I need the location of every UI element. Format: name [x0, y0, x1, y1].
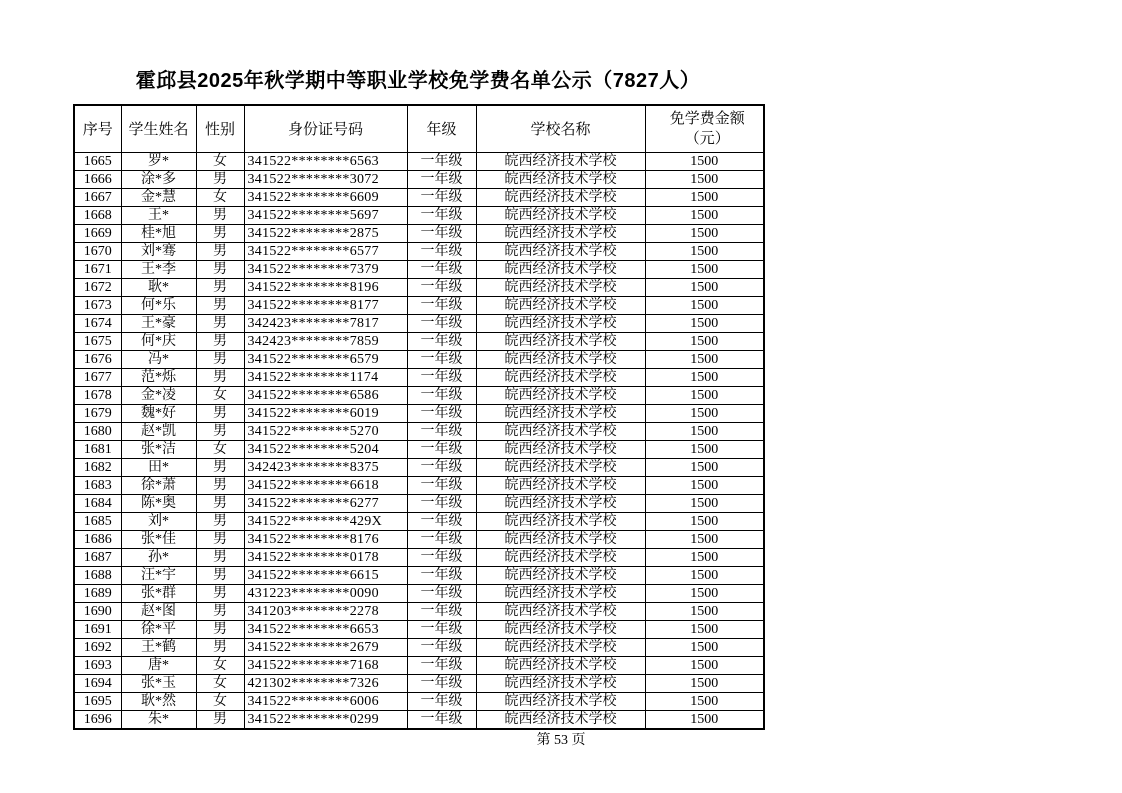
cell-gender: 男	[196, 530, 244, 548]
table-row	[74, 494, 764, 512]
cell-school: 皖西经济技术学校	[476, 548, 645, 566]
cell-gender: 男	[196, 314, 244, 332]
cell-school: 皖西经济技术学校	[476, 602, 645, 620]
cell-grade: 一年级	[407, 296, 476, 314]
cell-amount: 1500	[645, 602, 764, 620]
cell-id: 342423********7859	[244, 332, 407, 350]
table-row	[74, 206, 764, 224]
cell-no: 1679	[74, 404, 121, 422]
table-row	[74, 638, 764, 656]
cell-school: 皖西经济技术学校	[476, 566, 645, 584]
cell-no: 1685	[74, 512, 121, 530]
table-row	[74, 350, 764, 368]
cell-grade: 一年级	[407, 350, 476, 368]
cell-name: 陈*奥	[121, 494, 196, 512]
table-row	[74, 332, 764, 350]
cell-amount: 1500	[645, 404, 764, 422]
cell-name: 张*群	[121, 584, 196, 602]
cell-name: 刘*	[121, 512, 196, 530]
cell-id: 341522********5204	[244, 440, 407, 458]
cell-grade: 一年级	[407, 512, 476, 530]
cell-grade: 一年级	[407, 494, 476, 512]
cell-grade: 一年级	[407, 260, 476, 278]
cell-amount: 1500	[645, 152, 764, 170]
cell-school: 皖西经济技术学校	[476, 332, 645, 350]
cell-name: 唐*	[121, 656, 196, 674]
cell-school: 皖西经济技术学校	[476, 440, 645, 458]
cell-amount: 1500	[645, 260, 764, 278]
cell-school: 皖西经济技术学校	[476, 476, 645, 494]
cell-id: 341522********5697	[244, 206, 407, 224]
cell-school: 皖西经济技术学校	[476, 674, 645, 692]
cell-school: 皖西经济技术学校	[476, 242, 645, 260]
cell-no: 1666	[74, 170, 121, 188]
cell-no: 1672	[74, 278, 121, 296]
cell-grade: 一年级	[407, 548, 476, 566]
cell-grade: 一年级	[407, 386, 476, 404]
cell-school: 皖西经济技术学校	[476, 350, 645, 368]
cell-no: 1680	[74, 422, 121, 440]
table-row	[74, 188, 764, 206]
cell-no: 1665	[74, 152, 121, 170]
page-number: 第 53 页	[536, 733, 586, 748]
header-cell-id: 身份证号码	[244, 105, 407, 152]
cell-id: 341522********6277	[244, 494, 407, 512]
cell-name: 王*	[121, 206, 196, 224]
cell-no: 1676	[74, 350, 121, 368]
cell-amount: 1500	[645, 440, 764, 458]
header-amount-line1: 免学费金额	[669, 110, 745, 127]
table-row	[74, 260, 764, 278]
cell-grade: 一年级	[407, 404, 476, 422]
page-title: 霍邱县2025年秋学期中等职业学校免学费名单公示（7827人）	[135, 70, 701, 92]
cell-id: 341522********8196	[244, 278, 407, 296]
cell-no: 1687	[74, 548, 121, 566]
cell-gender: 男	[196, 242, 244, 260]
cell-gender: 女	[196, 386, 244, 404]
cell-name: 金*慧	[121, 188, 196, 206]
cell-name: 涂*多	[121, 170, 196, 188]
cell-school: 皖西经济技术学校	[476, 638, 645, 656]
cell-amount: 1500	[645, 278, 764, 296]
cell-amount: 1500	[645, 422, 764, 440]
table-row	[74, 674, 764, 692]
cell-school: 皖西经济技术学校	[476, 206, 645, 224]
cell-grade: 一年级	[407, 188, 476, 206]
cell-gender: 女	[196, 656, 244, 674]
table-row	[74, 242, 764, 260]
cell-gender: 男	[196, 566, 244, 584]
cell-school: 皖西经济技术学校	[476, 152, 645, 170]
cell-amount: 1500	[645, 170, 764, 188]
cell-name: 耿*然	[121, 692, 196, 710]
cell-id: 341203********2278	[244, 602, 407, 620]
cell-grade: 一年级	[407, 692, 476, 710]
cell-id: 431223********0090	[244, 584, 407, 602]
cell-amount: 1500	[645, 350, 764, 368]
cell-id: 341522********6563	[244, 152, 407, 170]
table-row	[74, 404, 764, 422]
cell-amount: 1500	[645, 710, 764, 729]
cell-amount: 1500	[645, 656, 764, 674]
header-cell-name: 学生姓名	[121, 105, 196, 152]
table-row	[74, 476, 764, 494]
cell-amount: 1500	[645, 206, 764, 224]
cell-gender: 男	[196, 458, 244, 476]
cell-no: 1675	[74, 332, 121, 350]
cell-gender: 男	[196, 224, 244, 242]
cell-grade: 一年级	[407, 584, 476, 602]
cell-amount: 1500	[645, 386, 764, 404]
cell-id: 341522********5270	[244, 422, 407, 440]
tuition-exemption-table	[73, 104, 765, 730]
table-row	[74, 278, 764, 296]
cell-grade: 一年级	[407, 440, 476, 458]
cell-no: 1690	[74, 602, 121, 620]
cell-no: 1686	[74, 530, 121, 548]
cell-gender: 男	[196, 584, 244, 602]
cell-id: 341522********6019	[244, 404, 407, 422]
cell-gender: 女	[196, 674, 244, 692]
cell-school: 皖西经济技术学校	[476, 458, 645, 476]
cell-school: 皖西经济技术学校	[476, 188, 645, 206]
cell-grade: 一年级	[407, 242, 476, 260]
cell-no: 1671	[74, 260, 121, 278]
cell-gender: 男	[196, 296, 244, 314]
cell-gender: 男	[196, 494, 244, 512]
cell-gender: 男	[196, 422, 244, 440]
cell-no: 1693	[74, 656, 121, 674]
cell-amount: 1500	[645, 674, 764, 692]
table-row	[74, 170, 764, 188]
cell-id: 341522********1174	[244, 368, 407, 386]
cell-name: 朱*	[121, 710, 196, 729]
cell-gender: 男	[196, 332, 244, 350]
cell-grade: 一年级	[407, 602, 476, 620]
cell-no: 1668	[74, 206, 121, 224]
cell-grade: 一年级	[407, 674, 476, 692]
table-row	[74, 314, 764, 332]
cell-name: 孙*	[121, 548, 196, 566]
cell-amount: 1500	[645, 368, 764, 386]
cell-id: 341522********8176	[244, 530, 407, 548]
cell-id: 341522********6653	[244, 620, 407, 638]
table-row	[74, 152, 764, 170]
cell-grade: 一年级	[407, 566, 476, 584]
cell-no: 1694	[74, 674, 121, 692]
cell-amount: 1500	[645, 224, 764, 242]
cell-id: 341522********2679	[244, 638, 407, 656]
cell-no: 1667	[74, 188, 121, 206]
cell-school: 皖西经济技术学校	[476, 314, 645, 332]
cell-id: 341522********6609	[244, 188, 407, 206]
cell-no: 1670	[74, 242, 121, 260]
cell-amount: 1500	[645, 296, 764, 314]
cell-id: 341522********6615	[244, 566, 407, 584]
table-row	[74, 512, 764, 530]
cell-school: 皖西经济技术学校	[476, 530, 645, 548]
cell-gender: 男	[196, 710, 244, 729]
header-cell-grade: 年级	[407, 105, 476, 152]
table-row	[74, 710, 764, 729]
cell-name: 冯*	[121, 350, 196, 368]
cell-no: 1682	[74, 458, 121, 476]
cell-school: 皖西经济技术学校	[476, 584, 645, 602]
table-row	[74, 530, 764, 548]
cell-grade: 一年级	[407, 170, 476, 188]
cell-school: 皖西经济技术学校	[476, 692, 645, 710]
cell-school: 皖西经济技术学校	[476, 494, 645, 512]
cell-grade: 一年级	[407, 206, 476, 224]
cell-school: 皖西经济技术学校	[476, 386, 645, 404]
cell-grade: 一年级	[407, 638, 476, 656]
cell-name: 赵*图	[121, 602, 196, 620]
cell-gender: 女	[196, 152, 244, 170]
cell-amount: 1500	[645, 548, 764, 566]
cell-grade: 一年级	[407, 710, 476, 729]
cell-no: 1691	[74, 620, 121, 638]
cell-grade: 一年级	[407, 368, 476, 386]
cell-grade: 一年级	[407, 278, 476, 296]
cell-school: 皖西经济技术学校	[476, 422, 645, 440]
cell-grade: 一年级	[407, 458, 476, 476]
header-amount-line2: （元）	[684, 130, 730, 147]
header-cell-school: 学校名称	[476, 105, 645, 152]
cell-amount: 1500	[645, 188, 764, 206]
student-table-body	[74, 152, 764, 729]
cell-grade: 一年级	[407, 530, 476, 548]
cell-id: 342423********7817	[244, 314, 407, 332]
cell-grade: 一年级	[407, 656, 476, 674]
cell-id: 341522********6579	[244, 350, 407, 368]
cell-id: 341522********8177	[244, 296, 407, 314]
cell-name: 金*凌	[121, 386, 196, 404]
cell-amount: 1500	[645, 314, 764, 332]
cell-name: 耿*	[121, 278, 196, 296]
cell-school: 皖西经济技术学校	[476, 224, 645, 242]
cell-name: 徐*平	[121, 620, 196, 638]
cell-school: 皖西经济技术学校	[476, 296, 645, 314]
cell-id: 341522********6006	[244, 692, 407, 710]
cell-id: 341522********7168	[244, 656, 407, 674]
cell-grade: 一年级	[407, 314, 476, 332]
cell-no: 1681	[74, 440, 121, 458]
cell-no: 1683	[74, 476, 121, 494]
cell-name: 张*洁	[121, 440, 196, 458]
cell-amount: 1500	[645, 566, 764, 584]
cell-amount: 1500	[645, 242, 764, 260]
header-row	[74, 105, 764, 152]
cell-gender: 男	[196, 638, 244, 656]
table-row	[74, 422, 764, 440]
cell-gender: 男	[196, 512, 244, 530]
cell-school: 皖西经济技术学校	[476, 170, 645, 188]
table-row	[74, 548, 764, 566]
table-row	[74, 620, 764, 638]
cell-amount: 1500	[645, 530, 764, 548]
cell-amount: 1500	[645, 692, 764, 710]
cell-name: 赵*凯	[121, 422, 196, 440]
cell-no: 1678	[74, 386, 121, 404]
cell-name: 王*豪	[121, 314, 196, 332]
cell-no: 1677	[74, 368, 121, 386]
cell-id: 341522********0178	[244, 548, 407, 566]
table-row	[74, 566, 764, 584]
cell-no: 1688	[74, 566, 121, 584]
table-row	[74, 602, 764, 620]
cell-id: 341522********429X	[244, 512, 407, 530]
cell-gender: 男	[196, 602, 244, 620]
cell-no: 1673	[74, 296, 121, 314]
cell-amount: 1500	[645, 458, 764, 476]
cell-amount: 1500	[645, 476, 764, 494]
cell-gender: 女	[196, 188, 244, 206]
cell-amount: 1500	[645, 638, 764, 656]
cell-school: 皖西经济技术学校	[476, 404, 645, 422]
table-row	[74, 440, 764, 458]
cell-grade: 一年级	[407, 476, 476, 494]
cell-gender: 男	[196, 278, 244, 296]
cell-grade: 一年级	[407, 152, 476, 170]
cell-amount: 1500	[645, 512, 764, 530]
cell-id: 341522********6618	[244, 476, 407, 494]
cell-amount: 1500	[645, 620, 764, 638]
table-row	[74, 692, 764, 710]
table-row	[74, 584, 764, 602]
cell-gender: 男	[196, 350, 244, 368]
cell-gender: 男	[196, 404, 244, 422]
cell-school: 皖西经济技术学校	[476, 656, 645, 674]
cell-id: 341522********6577	[244, 242, 407, 260]
cell-gender: 男	[196, 260, 244, 278]
cell-no: 1692	[74, 638, 121, 656]
cell-gender: 男	[196, 206, 244, 224]
cell-name: 魏*好	[121, 404, 196, 422]
cell-no: 1696	[74, 710, 121, 729]
cell-id: 341522********7379	[244, 260, 407, 278]
cell-amount: 1500	[645, 584, 764, 602]
cell-school: 皖西经济技术学校	[476, 620, 645, 638]
cell-school: 皖西经济技术学校	[476, 368, 645, 386]
cell-grade: 一年级	[407, 620, 476, 638]
cell-gender: 男	[196, 476, 244, 494]
cell-grade: 一年级	[407, 224, 476, 242]
cell-name: 刘*骞	[121, 242, 196, 260]
cell-amount: 1500	[645, 332, 764, 350]
cell-grade: 一年级	[407, 332, 476, 350]
cell-no: 1684	[74, 494, 121, 512]
header-cell-amount	[645, 105, 764, 152]
table-row	[74, 386, 764, 404]
cell-name: 罗*	[121, 152, 196, 170]
cell-name: 王*鹤	[121, 638, 196, 656]
cell-id: 421302********7326	[244, 674, 407, 692]
table-row	[74, 458, 764, 476]
cell-id: 341522********6586	[244, 386, 407, 404]
cell-name: 田*	[121, 458, 196, 476]
cell-gender: 男	[196, 620, 244, 638]
cell-school: 皖西经济技术学校	[476, 512, 645, 530]
cell-name: 何*乐	[121, 296, 196, 314]
cell-amount: 1500	[645, 494, 764, 512]
cell-name: 范*烁	[121, 368, 196, 386]
cell-no: 1689	[74, 584, 121, 602]
header-cell-gender: 性别	[196, 105, 244, 152]
cell-school: 皖西经济技术学校	[476, 260, 645, 278]
cell-id: 341522********3072	[244, 170, 407, 188]
cell-name: 王*李	[121, 260, 196, 278]
cell-no: 1674	[74, 314, 121, 332]
cell-no: 1695	[74, 692, 121, 710]
table-row	[74, 368, 764, 386]
cell-grade: 一年级	[407, 422, 476, 440]
table-row	[74, 224, 764, 242]
header-cell-no: 序号	[74, 105, 121, 152]
cell-gender: 男	[196, 170, 244, 188]
table-row	[74, 296, 764, 314]
cell-school: 皖西经济技术学校	[476, 710, 645, 729]
table-row	[74, 656, 764, 674]
cell-no: 1669	[74, 224, 121, 242]
cell-gender: 男	[196, 548, 244, 566]
cell-id: 341522********0299	[244, 710, 407, 729]
cell-id: 342423********8375	[244, 458, 407, 476]
cell-name: 何*庆	[121, 332, 196, 350]
cell-gender: 女	[196, 692, 244, 710]
cell-gender: 男	[196, 368, 244, 386]
cell-name: 徐*萧	[121, 476, 196, 494]
cell-name: 张*佳	[121, 530, 196, 548]
cell-id: 341522********2875	[244, 224, 407, 242]
cell-name: 汪*宇	[121, 566, 196, 584]
cell-gender: 女	[196, 440, 244, 458]
table-header	[74, 105, 764, 152]
cell-name: 桂*旭	[121, 224, 196, 242]
cell-school: 皖西经济技术学校	[476, 278, 645, 296]
cell-name: 张*玉	[121, 674, 196, 692]
